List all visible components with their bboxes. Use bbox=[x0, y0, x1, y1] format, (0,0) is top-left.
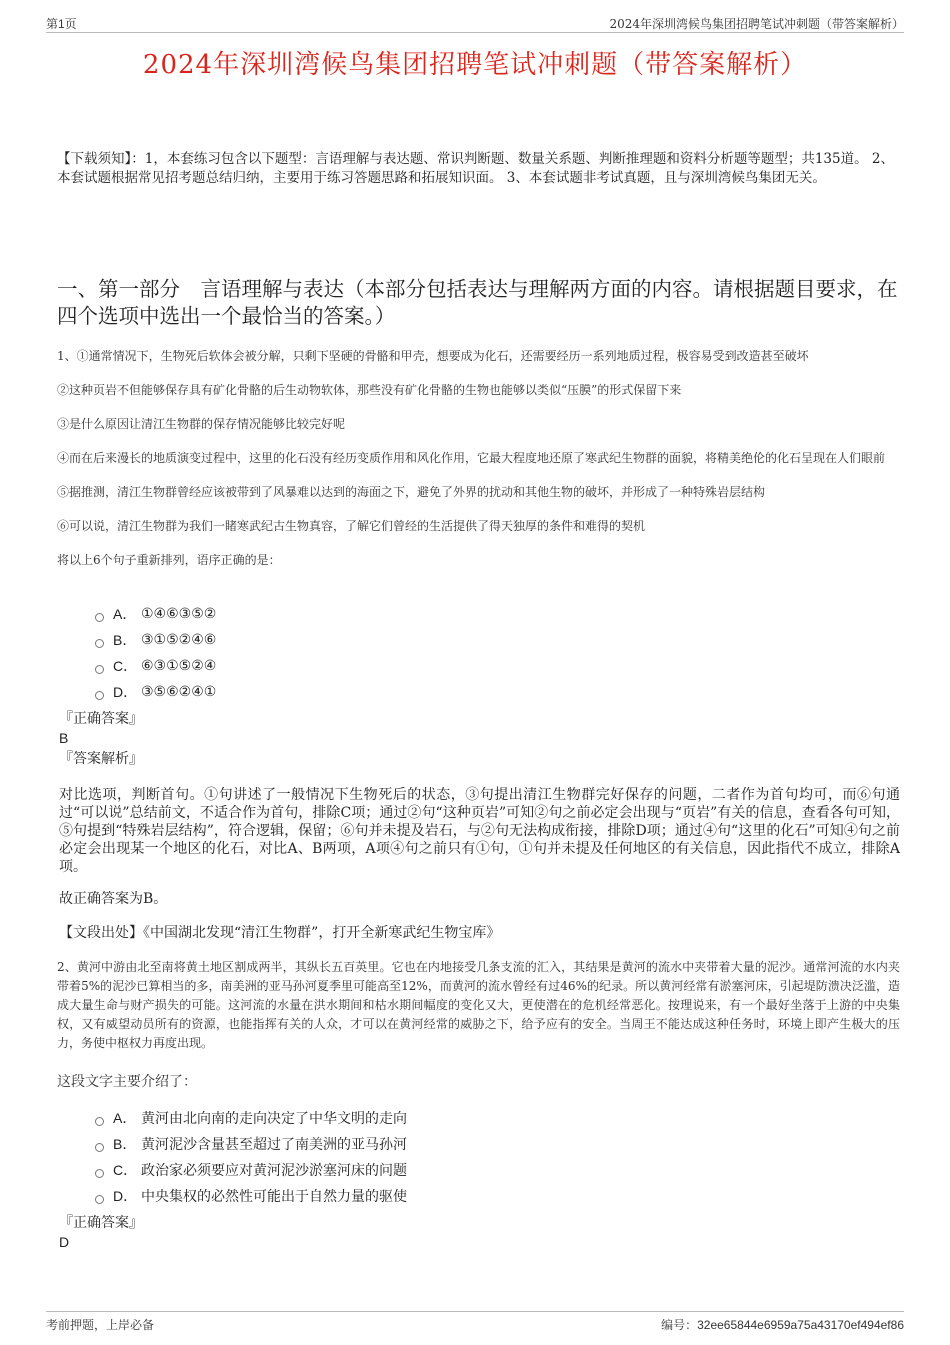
option-letter: D． bbox=[113, 684, 138, 700]
q1-answer: B bbox=[59, 730, 69, 746]
q1-sentence-4: ④而在后来漫长的地质演变过程中，这里的化石没有经历变质作用和风化作用，它最大程度地还原了寒武纪生物群的面貌，将精美绝伦的化石呈现在人们眼前 bbox=[57, 451, 886, 465]
option-text: ⑥③①⑤②④ bbox=[141, 658, 217, 674]
option-text: 中央集权的必然性可能出于自然力量的驱使 bbox=[141, 1189, 407, 1205]
radio-icon[interactable] bbox=[95, 691, 104, 700]
q2-option-b[interactable] bbox=[95, 1131, 407, 1157]
option-letter: A． bbox=[113, 1110, 137, 1126]
option-text: 黄河由北向南的走向决定了中华文明的走向 bbox=[141, 1111, 407, 1127]
q1-sentence-6: ⑥可以说，清江生物群为我们一睹寒武纪古生物真容，了解它们曾经的生活提供了得天独厚的条件和难得的契机 bbox=[57, 519, 646, 533]
radio-icon[interactable] bbox=[95, 665, 104, 674]
option-text: 政治家必须要应对黄河泥沙淤塞河床的问题 bbox=[141, 1163, 407, 1179]
section-title: 一、第一部分 言语理解与表达（本部分包括表达与理解两方面的内容。请根据题目要求，在四个选项中选出一个最恰当的答案。） bbox=[57, 277, 898, 328]
radio-icon[interactable] bbox=[95, 613, 104, 622]
option-letter: B． bbox=[113, 1136, 137, 1152]
q1-option-b[interactable] bbox=[95, 627, 216, 653]
q1-answer-label: 『正确答案』 bbox=[59, 711, 143, 727]
radio-icon[interactable] bbox=[95, 1195, 104, 1204]
q1-conclusion: 故正确答案为B。 bbox=[59, 891, 168, 907]
radio-icon[interactable] bbox=[95, 1169, 104, 1178]
footer-slogan: 考前押题，上岸必备 bbox=[46, 1318, 155, 1332]
q2-prompt: 这段文字主要介绍了： bbox=[57, 1074, 197, 1090]
q1-sentence-5: ⑤据推测，清江生物群曾经应该被带到了风暴难以达到的海面之下，避免了外界的扰动和其他生物的破坏，并形成了一种特殊岩层结构 bbox=[57, 485, 766, 499]
page-footer bbox=[46, 1311, 904, 1334]
q1-option-d[interactable] bbox=[95, 679, 216, 705]
download-notice: 【下载须知】：1，本套练习包含以下题型：言语理解与表达题、常识判断题、数量关系题、判断推理题和资料分析题等题型；共135道。 2、本套试题根据常见招考题总结归纳，主要用于练习答题思路和拓展知识面。 3、本套试题非考试真题，且与深圳湾候鸟集团无关。 bbox=[57, 151, 894, 186]
option-letter: C． bbox=[113, 658, 138, 674]
q1-analysis: 对比选项，判断首句。①句讲述了一般情况下生物死后的状态，③句提出清江生物群完好保存的问题，二者作为首句均可，而⑥句通过“可以说”总结前文，不适合作为首句，排除C项；通过②句“这种页岩”可知②句之前必定会出现与“页岩”有关的信息，查看各句可知，⑤句提到“特殊岩层结构”，符合逻辑，保留；⑥句并未提及岩石，与②句无法构成衔接，排除D项；通过④句“这里的化石”可知④句之前必定会出现某一个地区的化石，对比A、B两项，A项④句之前只有①句，①句并未提及任何地区的有关信息，因此指代不成立，排除A项。 bbox=[59, 787, 900, 875]
q2-option-c[interactable] bbox=[95, 1157, 407, 1183]
q2-option-d[interactable] bbox=[95, 1183, 407, 1209]
q1-analysis-label: 『答案解析』 bbox=[59, 751, 143, 767]
q1-sentence-1: 1、①通常情况下，生物死后软体会被分解，只剩下坚硬的骨骼和甲壳，想要成为化石，还需要经历一系列地质过程，极容易受到改造甚至破坏 bbox=[57, 349, 809, 363]
radio-icon[interactable] bbox=[95, 1143, 104, 1152]
option-text: 黄河泥沙含量甚至超过了南美洲的亚马孙河 bbox=[141, 1137, 407, 1153]
footer-doc-id: 编号：32ee65844e6959a75a43170ef494ef86 bbox=[661, 1318, 904, 1332]
page-number: 第1页 bbox=[46, 17, 77, 31]
option-text: ③①⑤②④⑥ bbox=[141, 632, 217, 648]
radio-icon[interactable] bbox=[95, 639, 104, 648]
q1-sentence-2: ②这种页岩不但能够保存具有矿化骨骼的后生动物软体，那些没有矿化骨骼的生物也能够以类似“压膜”的形式保留下来 bbox=[57, 383, 682, 397]
option-text: ①④⑥③⑤② bbox=[141, 606, 217, 622]
option-letter: B． bbox=[113, 632, 137, 648]
page-title: 2024年深圳湾候鸟集团招聘笔试冲刺题（带答案解析） bbox=[142, 50, 808, 80]
q2-answer: D bbox=[59, 1234, 70, 1250]
question-2-options bbox=[95, 1105, 407, 1209]
q1-source: 【文段出处】《中国湖北发现“清江生物群”，打开全新寒武纪生物宝库》 bbox=[59, 925, 501, 941]
radio-icon[interactable] bbox=[95, 1117, 104, 1126]
question-2-passage: 2、黄河中游由北至南将黄土地区割成两半，其纵长五百英里。它也在内地接受几条支流的汇入，其结果是黄河的流水中夹带着大量的泥沙。通常河流的水内夹带着5%的泥沙已算相当的多，南美洲的亚马孙河夏季里可能高至12%，而黄河的流水曾经有过46%的纪录。所以黄河经常有淤塞河床，引起堤防溃决泛滥，造成大量生命与财产损失的可能。这河流的水量在洪水期间和枯水期间幅度的变化又大，更使潜在的危机经常恶化。按理说来，有一个最好坐落于上游的中央集权，又有威望动员所有的资源，也能指挥有关的人众，才可以在黄河经常的威胁之下，给予应有的安全。当周王不能达成这种任务时，环境上即产生极大的压力，务使中枢权力再度出现。 bbox=[57, 960, 900, 1050]
option-text: ③⑤⑥②④① bbox=[141, 684, 217, 700]
q1-sentence-3: ③是什么原因让清江生物群的保存情况能够比较完好呢 bbox=[57, 417, 346, 431]
question-1-options bbox=[95, 601, 216, 705]
q1-prompt: 将以上6个句子重新排列，语序正确的是： bbox=[57, 553, 281, 567]
option-letter: C． bbox=[113, 1162, 138, 1178]
q1-option-c[interactable] bbox=[95, 653, 216, 679]
q2-answer-label: 『正确答案』 bbox=[59, 1215, 143, 1231]
page-header bbox=[46, 12, 904, 33]
header-doc-title: 2024年深圳湾候鸟集团招聘笔试冲刺题（带答案解析） bbox=[609, 17, 904, 31]
q2-option-a[interactable] bbox=[95, 1105, 407, 1131]
option-letter: D． bbox=[113, 1188, 138, 1204]
question-1-stem bbox=[57, 347, 900, 585]
option-letter: A． bbox=[113, 606, 137, 622]
q1-option-a[interactable] bbox=[95, 601, 216, 627]
